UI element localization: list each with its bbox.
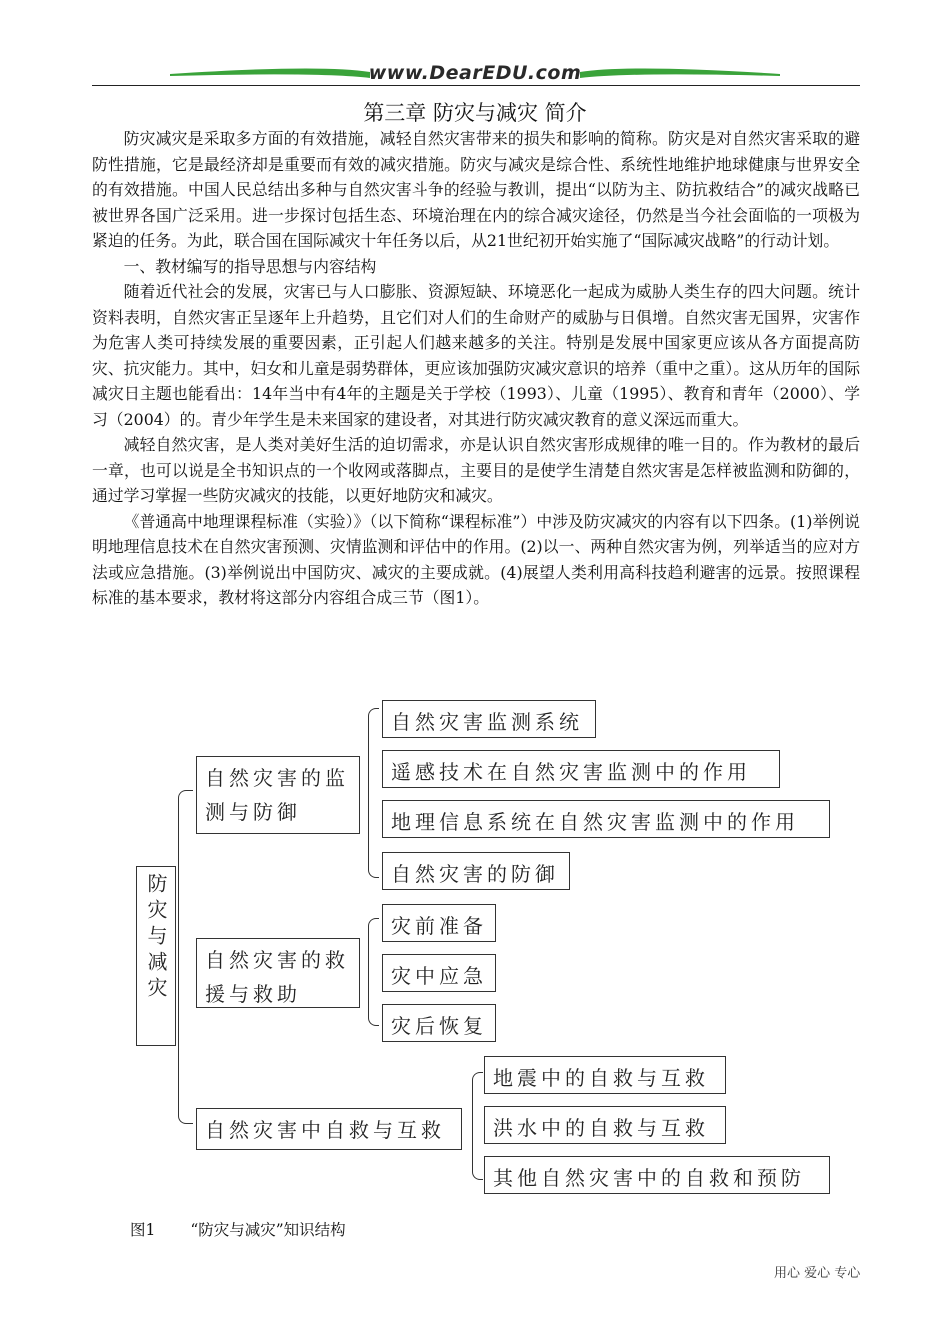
section-node-3: 自然灾害中自救与互救: [196, 1108, 462, 1150]
paragraph: 随着近代社会的发展，灾害已与人口膨胀、资源短缺、环境恶化一起成为威胁人类生存的四大问题。统计资料表明，自然灾害正呈逐年上升趋势，且它们对人们的生命财产的威胁与日俱增。自然灾害无国界，灾害作为危害人类可持续发展的重要因素，正引起人们越来越多的关注。特别是发展中国家更应该从各方面提高防灾、抗灾能力。其中，妇女和儿童是弱势群体，更应该加强防灾减灾意识的培养（重中之重）。这从历年的国际减灾日主题也能看出：14年当中有4年的主题是关于学校（1993）、儿童（1995）、教育和青年（2000）、学习（2004）的。青少年学生是未来国家的建设者，对其进行防灾减灾教育的意义深远而重大。: [92, 282, 860, 429]
diagram-root-node: 防灾与减灾: [136, 866, 176, 1046]
page-title: 第三章 防灾与减灾 简介: [363, 101, 587, 125]
figure-number: 图1: [130, 1221, 156, 1239]
leaf-node: 其他自然灾害中的自救和预防: [484, 1156, 830, 1194]
leaf-node: 灾中应急: [382, 954, 496, 992]
paragraph: 《普通高中地理课程标准（实验）》（以下简称“课程标准”）中涉及防灾减灾的内容有以下四条。(1)举例说明地理信息技术在自然灾害预测、灾情监测和评估中的作用。(2)以一、两种自然灾害为例，列举适当的应对方法或应急措施。(3)举例说出中国防灾、减灾的主要成就。(4)展望人类利用高科技趋利避害的远景。按照课程标准的基本要求，教材将这部分内容组合成三节（图1）。: [92, 511, 860, 607]
section-heading: 一、教材编写的指导思想与内容结构: [123, 256, 377, 276]
leaf-node: 洪水中的自救与互救: [484, 1106, 726, 1144]
leaf-node: 自然灾害的防御: [382, 852, 570, 890]
leaf-node: 自然灾害监测系统: [382, 700, 596, 738]
figure-caption-text: “防灾与减灾”知识结构: [190, 1221, 346, 1239]
section-3-bracket: [472, 1072, 483, 1180]
header-divider: [92, 85, 860, 86]
root-bracket: [178, 790, 193, 1124]
page-footer: 用心 爱心 专心: [774, 1266, 861, 1281]
brand-logo-text[interactable]: www.DearEDU.com: [368, 62, 582, 84]
leaf-node: 地震中的自救与互救: [484, 1056, 726, 1094]
section-node-1: 自然灾害的监测与防御: [196, 756, 360, 834]
leaf-node: 灾后恢复: [382, 1004, 496, 1042]
figure-caption: [130, 1218, 376, 1240]
knowledge-structure-diagram: [130, 698, 850, 1198]
section-2-bracket: [368, 918, 379, 1026]
leaf-node: 灾前准备: [382, 904, 496, 942]
paragraph: 减轻自然灾害，是人类对美好生活的迫切需求，亦是认识自然灾害形成规律的唯一目的。作为教材的最后一章，也可以说是全书知识点的一个收网或落脚点，主要目的是使学生清楚自然灾害是怎样被监测和防御的，通过学习掌握一些防灾减灾的技能，以更好地防灾和减灾。: [92, 435, 860, 505]
leaf-node: 遥感技术在自然灾害监测中的作用: [382, 750, 780, 788]
paragraph: 防灾减灾是采取多方面的有效措施，减轻自然灾害带来的损失和影响的简称。防灾是对自然灾害采取的避防性措施，它是最经济却是重要而有效的减灾措施。防灾与减灾是综合性、系统性地维护地球健康与世界安全的有效措施。中国人民总结出多种与自然灾害斗争的经验与教训，提出“以防为主、防抗救结合”的减灾战略已被世界各国广泛采用。进一步探讨包括生态、环境治理在内的综合减灾途径，仍然是当今社会面临的一项极为紧迫的任务。为此，联合国在国际减灾十年任务以后，从21世纪初开始实施了“国际减灾战略”的行动计划。: [92, 129, 860, 250]
section-1-bracket: [368, 708, 379, 878]
section-node-2: 自然灾害的救援与救助: [196, 938, 360, 1008]
leaf-node: 地理信息系统在自然灾害监测中的作用: [382, 800, 830, 838]
body-text: [92, 126, 860, 611]
